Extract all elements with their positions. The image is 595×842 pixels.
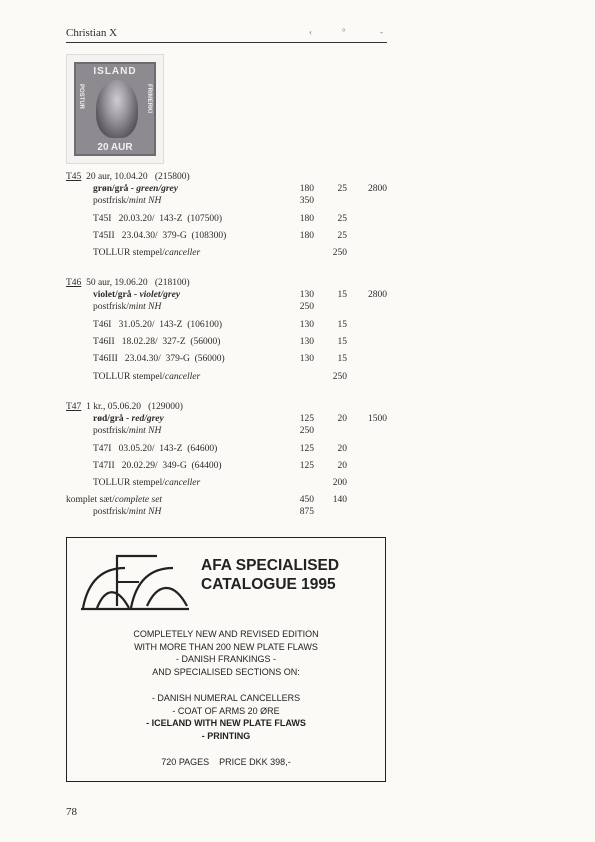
ad-footer: 720 PAGES PRICE DKK 398,- [161,757,291,767]
sub-code: T47II [93,461,115,471]
sub-variety-row [93,319,222,331]
ad-intro [67,628,385,678]
sub-price-used: 25 [337,214,347,224]
entry-count: (215800) [154,172,190,182]
ad-body-line: AND SPECIALISED SECTIONS ON: [152,666,300,677]
canceller-price: 250 [332,372,347,382]
sub-date: 23.04.30/ [124,354,161,364]
entry-title: 20 aur, 10.04.20 [86,172,148,182]
color-english: violet/grey [139,290,181,300]
ad-section-list [67,692,385,742]
price-used: 20 [337,414,347,424]
stamp-top-text: ISLAND [93,66,137,77]
ad-title [201,556,339,594]
sub-price-used: 15 [337,337,347,347]
canceller-label-english: canceller [164,248,201,258]
mint-label: postfrisk/ [93,302,129,312]
canceller-price: 200 [332,478,347,488]
color-english: green/grey [136,184,178,194]
sub-plate: 143-Z [159,214,183,224]
mint-label-english: mint NH [128,507,162,517]
stamp-image [66,54,164,164]
sub-code: T46III [93,354,118,364]
sub-price-mint: 180 [299,214,314,224]
sub-variety-row [93,460,222,472]
entry-title: 1 kr., 05.06.20 [86,402,141,412]
mint-label-english: mint NH [128,426,162,436]
ad-title-line: CATALOGUE 1995 [201,576,336,593]
color-english: red/grey [131,414,164,424]
price-mint-nh: 350 [299,196,314,206]
price-mint: 125 [299,414,314,424]
sub-quantity: (108300) [191,231,227,241]
mint-label: postfrisk/ [93,426,129,436]
ad-list-item: - ICELAND WITH NEW PLATE FLAWS [146,718,306,728]
entry-code: T46 [66,278,82,288]
stamp-bottom-text: 20 AUR [97,142,133,153]
sub-variety-row [93,213,222,225]
sub-date: 20.02.29/ [121,461,158,471]
sub-price-used: 15 [337,354,347,364]
entry-count: (218100) [154,278,190,288]
price-cover: 1500 [368,414,387,424]
sub-variety-row [93,336,220,348]
sub-date: 20.03.20/ [118,214,155,224]
price-mint-nh: 250 [299,302,314,312]
afa-logo [77,546,193,616]
stamp-right-text: FRIMERKI [146,84,152,113]
canceller-label-english: canceller [164,478,201,488]
afa-catalogue-advertisement [66,537,386,782]
ad-list-item: - PRINTING [201,730,251,741]
price-mint: 180 [299,184,314,194]
price-used: 15 [337,290,347,300]
price-mint-nh: 250 [299,426,314,436]
sub-code: T46I [93,320,112,330]
color-danish: violet/grå - [93,290,138,300]
entry-title: 50 aur, 19.06.20 [86,278,148,288]
sub-price-used: 15 [337,320,347,330]
complete-set-price-mint-nh: 875 [299,507,314,517]
price-cover: 2800 [368,290,387,300]
sub-plate: 143-Z [159,320,183,330]
price-cover: 2800 [368,184,387,194]
ad-list-item: - DANISH NUMERAL CANCELLERS [151,693,301,703]
canceller-label: TOLLUR stempel/ [93,248,165,258]
sub-price-mint: 130 [299,337,314,347]
sub-date: 31.05.20/ [118,320,155,330]
sub-quantity: (64600) [187,444,218,454]
sub-variety-row [93,230,226,242]
sub-plate: 143-Z [159,444,183,454]
header-rule [66,42,387,43]
sub-code: T46II [93,337,115,347]
mint-label: postfrisk/ [93,196,129,206]
complete-set-price-mint: 450 [299,495,314,505]
canceller-price: 250 [332,248,347,258]
sub-plate: 327-Z [162,337,186,347]
sub-quantity: (56000) [190,337,221,347]
ad-title-line: AFA SPECIALISED [201,557,340,574]
sub-date: 18.02.28/ [121,337,158,347]
price-mint: 130 [299,290,314,300]
sub-price-mint: 125 [299,444,314,454]
sub-date: 23.04.30/ [121,231,158,241]
sub-price-mint: 180 [299,231,314,241]
canceller-label-english: canceller [164,372,201,382]
color-danish: rød/grå - [93,414,130,424]
complete-set-price-used: 140 [332,495,347,505]
sub-date: 03.05.20/ [118,444,155,454]
complete-set-label-english: complete set [114,495,163,505]
mint-label-english: mint NH [128,196,162,206]
sub-price-mint: 130 [299,320,314,330]
sub-code: T45I [93,214,112,224]
mint-label-english: mint NH [128,302,162,312]
page-number: 78 [66,806,77,818]
sub-price-used: 25 [337,231,347,241]
sub-price-used: 20 [337,461,347,471]
entry-code: T45 [66,172,82,182]
ad-body-line: WITH MORE THAN 200 NEW PLATE FLAWS [134,641,318,652]
entry-count: (129000) [148,402,183,412]
header-mark: - [380,27,383,37]
sub-quantity: (106100) [187,320,223,330]
sub-code: T47I [93,444,112,454]
color-danish: grøn/grå - [93,184,134,194]
stamp-left-text: POSTUR [78,84,84,110]
sub-code: T45II [93,231,115,241]
mint-label: postfrisk/ [93,507,129,517]
sub-variety-row [93,353,225,365]
sub-price-mint: 130 [299,354,314,364]
sub-variety-row [93,443,217,455]
ad-body-line: - DANISH FRANKINGS - [175,654,276,664]
price-used: 25 [337,184,347,194]
header-mark: ‹ [309,27,312,37]
ad-list-item: - COAT OF ARMS 20 ØRE [172,705,280,716]
sub-price-used: 20 [337,444,347,454]
sub-quantity: (64400) [191,461,222,471]
sub-plate: 349-G [162,461,187,471]
sub-quantity: (56000) [194,354,225,364]
complete-set-label: komplet sæt/ [66,495,115,505]
running-header-title: Christian X [66,27,118,39]
canceller-label: TOLLUR stempel/ [93,478,165,488]
stamp-portrait [96,80,138,138]
sub-price-mint: 125 [299,461,314,471]
entry-code: T47 [66,402,82,412]
sub-quantity: (107500) [187,214,223,224]
ad-body-line: COMPLETELY NEW AND REVISED EDITION [133,629,319,639]
canceller-label: TOLLUR stempel/ [93,372,165,382]
sub-plate: 379-G [162,231,187,241]
sub-plate: 379-G [165,354,190,364]
header-mark: ° [342,27,346,37]
